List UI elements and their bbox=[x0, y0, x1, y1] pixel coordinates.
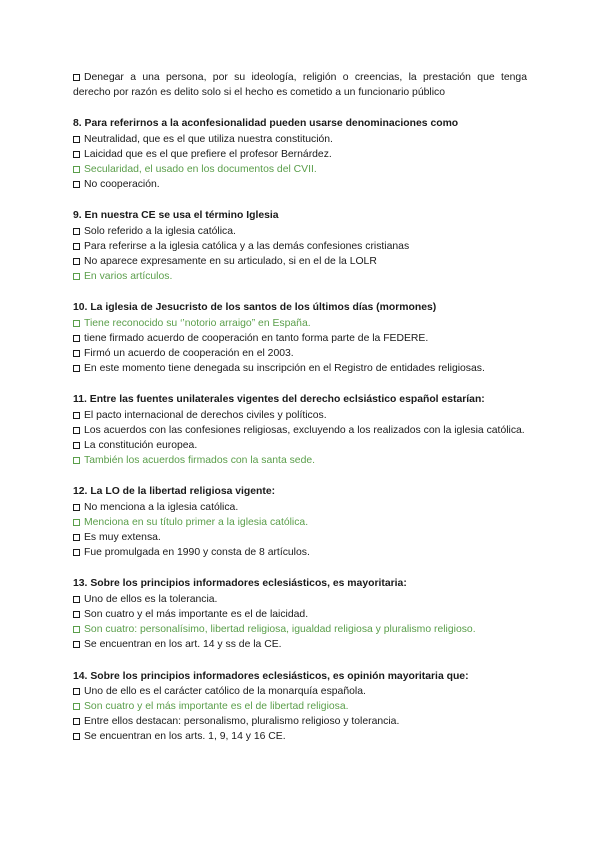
question-title: 10. La iglesia de Jesucristo de los santos de los últimos días (mormones) bbox=[73, 302, 437, 314]
checkbox-icon[interactable] bbox=[73, 365, 80, 372]
intro-option bbox=[73, 70, 527, 85]
answer-option[interactable] bbox=[73, 500, 527, 515]
answer-option[interactable] bbox=[73, 684, 527, 699]
checkbox-icon[interactable] bbox=[73, 519, 80, 526]
answer-option-correct[interactable] bbox=[73, 515, 527, 530]
checkbox-icon[interactable] bbox=[73, 136, 80, 143]
answer-option-label: Laicidad que es el que prefiere el profesor Bernárdez. bbox=[84, 148, 332, 160]
checkbox-icon[interactable] bbox=[73, 626, 80, 633]
answer-option-label: El pacto internacional de derechos civiles y políticos. bbox=[84, 409, 327, 421]
answer-option-label: Para referirse a la iglesia católica y a las demás confesiones cristianas bbox=[84, 240, 410, 252]
question-list bbox=[73, 116, 527, 744]
checkbox-icon[interactable] bbox=[73, 335, 80, 342]
checkbox-icon[interactable] bbox=[73, 74, 80, 81]
exam-page bbox=[73, 70, 527, 745]
checkbox-icon[interactable] bbox=[73, 320, 80, 327]
question-block bbox=[73, 208, 527, 284]
answer-option-label: Firmó un acuerdo de cooperación en el 2003. bbox=[84, 348, 294, 360]
checkbox-icon[interactable] bbox=[73, 243, 80, 250]
answer-option-correct[interactable] bbox=[73, 453, 527, 468]
answer-option-correct[interactable] bbox=[73, 699, 527, 714]
answer-option-correct[interactable] bbox=[73, 622, 527, 637]
checkbox-icon[interactable] bbox=[73, 457, 80, 464]
checkbox-icon[interactable] bbox=[73, 733, 80, 740]
answer-option[interactable] bbox=[73, 592, 527, 607]
question-title: 12. La LO de la libertad religiosa vigente: bbox=[73, 486, 276, 498]
question-title: 8. Para referirnos a la aconfesionalidad pueden usarse denominaciones como bbox=[73, 118, 459, 130]
question-block bbox=[73, 392, 527, 468]
answer-option-label: No aparece expresamente en su articulado, si en el de la LOLR bbox=[84, 256, 377, 268]
answer-option-label: La constitución europea. bbox=[84, 440, 198, 452]
checkbox-icon[interactable] bbox=[73, 151, 80, 158]
answer-option-label: No menciona a la iglesia católica. bbox=[84, 501, 239, 513]
answer-option-label: Son cuatro y el más importante es el de laicidad. bbox=[84, 608, 309, 620]
answer-option[interactable] bbox=[73, 331, 527, 346]
answer-option[interactable] bbox=[73, 177, 527, 192]
checkbox-icon[interactable] bbox=[73, 718, 80, 725]
checkbox-icon[interactable] bbox=[73, 273, 80, 280]
answer-option[interactable] bbox=[73, 254, 527, 269]
answer-option-correct[interactable] bbox=[73, 316, 527, 331]
answer-option[interactable] bbox=[73, 714, 527, 729]
checkbox-icon[interactable] bbox=[73, 641, 80, 648]
answer-option-correct[interactable] bbox=[73, 269, 527, 284]
answer-option-label: En varios artículos. bbox=[84, 271, 173, 283]
answer-option-label: Son cuatro: personalísimo, libertad religiosa, igualdad religiosa y pluralismo religioso. bbox=[84, 624, 476, 636]
checkbox-icon[interactable] bbox=[73, 549, 80, 556]
answer-option-label: Uno de ellos es la tolerancia. bbox=[84, 593, 218, 605]
question-block bbox=[73, 484, 527, 560]
answer-option[interactable] bbox=[73, 729, 527, 744]
checkbox-icon[interactable] bbox=[73, 442, 80, 449]
question-block bbox=[73, 116, 527, 192]
answer-option[interactable] bbox=[73, 438, 527, 453]
answer-option[interactable] bbox=[73, 423, 527, 438]
answer-option[interactable] bbox=[73, 545, 527, 560]
answer-option-label: No cooperación. bbox=[84, 179, 160, 191]
checkbox-icon[interactable] bbox=[73, 703, 80, 710]
checkbox-icon[interactable] bbox=[73, 504, 80, 511]
checkbox-icon[interactable] bbox=[73, 181, 80, 188]
answer-option-label: Los acuerdos con las confesiones religiosas, excluyendo a los realizados con la iglesia católica. bbox=[84, 424, 525, 436]
answer-option[interactable] bbox=[73, 408, 527, 423]
question-title: 9. En nuestra CE se usa el término Iglesia bbox=[73, 210, 279, 222]
answer-option-label: Se encuentran en los art. 14 y ss de la CE. bbox=[84, 639, 282, 651]
intro-line-1: Denegar a una persona, por su ideología, religión o creencias, la prestación que tenga bbox=[84, 72, 527, 83]
answer-option[interactable] bbox=[73, 239, 527, 254]
answer-option-label: Secularidad, el usado en los documentos del CVII. bbox=[84, 164, 317, 176]
checkbox-icon[interactable] bbox=[73, 228, 80, 235]
answer-option-label: Uno de ello es el carácter católico de la monarquía española. bbox=[84, 685, 366, 697]
answer-option[interactable] bbox=[73, 132, 527, 147]
answer-option-label: Menciona en su título primer a la iglesia católica. bbox=[84, 516, 309, 528]
question-block bbox=[73, 576, 527, 652]
checkbox-icon[interactable] bbox=[73, 688, 80, 695]
answer-option[interactable] bbox=[73, 147, 527, 162]
answer-option-label: Son cuatro y el más importante es el de libertad religiosa. bbox=[84, 700, 349, 712]
answer-option-label: Neutralidad, que es el que utiliza nuestra constitución. bbox=[84, 133, 333, 145]
answer-option-label: Entre ellos destacan: personalismo, pluralismo religioso y tolerancia. bbox=[84, 716, 400, 728]
intro-line-2: derecho por razón es delito solo si el hecho es cometido a un funcionario público bbox=[73, 87, 445, 99]
answer-option-correct[interactable] bbox=[73, 162, 527, 177]
question-title: 14. Sobre los principios informadores eclesiásticos, es opinión mayoritaria que: bbox=[73, 670, 469, 682]
answer-option-label: tiene firmado acuerdo de cooperación en tanto forma parte de la FEDERE. bbox=[84, 332, 429, 344]
checkbox-icon[interactable] bbox=[73, 166, 80, 173]
checkbox-icon[interactable] bbox=[73, 258, 80, 265]
answer-option[interactable] bbox=[73, 607, 527, 622]
answer-option-label: También los acuerdos firmados con la santa sede. bbox=[84, 455, 316, 467]
checkbox-icon[interactable] bbox=[73, 611, 80, 618]
answer-option[interactable] bbox=[73, 637, 527, 652]
answer-option-label: Se encuentran en los arts. 1, 9, 14 y 16 CE. bbox=[84, 731, 286, 743]
checkbox-icon[interactable] bbox=[73, 596, 80, 603]
question-title: 11. Entre las fuentes unilaterales vigentes del derecho eclsiástico español estarían: bbox=[73, 394, 485, 406]
checkbox-icon[interactable] bbox=[73, 427, 80, 434]
answer-option[interactable] bbox=[73, 361, 527, 376]
answer-option-label: Fue promulgada en 1990 y consta de 8 artículos. bbox=[84, 547, 310, 559]
answer-option-label: Es muy extensa. bbox=[84, 532, 161, 544]
answer-option[interactable] bbox=[73, 530, 527, 545]
answer-option-label: Tiene reconocido su ‘’notorio arraigo” en España. bbox=[84, 317, 311, 329]
answer-option-label: Solo referido a la iglesia católica. bbox=[84, 225, 236, 237]
checkbox-icon[interactable] bbox=[73, 412, 80, 419]
question-title: 13. Sobre los principios informadores eclesiásticos, es mayoritaria: bbox=[73, 578, 407, 590]
checkbox-icon[interactable] bbox=[73, 534, 80, 541]
answer-option-label: En este momento tiene denegada su inscripción en el Registro de entidades religiosas. bbox=[84, 363, 485, 375]
question-block bbox=[73, 300, 527, 376]
checkbox-icon[interactable] bbox=[73, 350, 80, 357]
answer-option[interactable] bbox=[73, 224, 527, 239]
question-block bbox=[73, 669, 527, 745]
answer-option[interactable] bbox=[73, 346, 527, 361]
